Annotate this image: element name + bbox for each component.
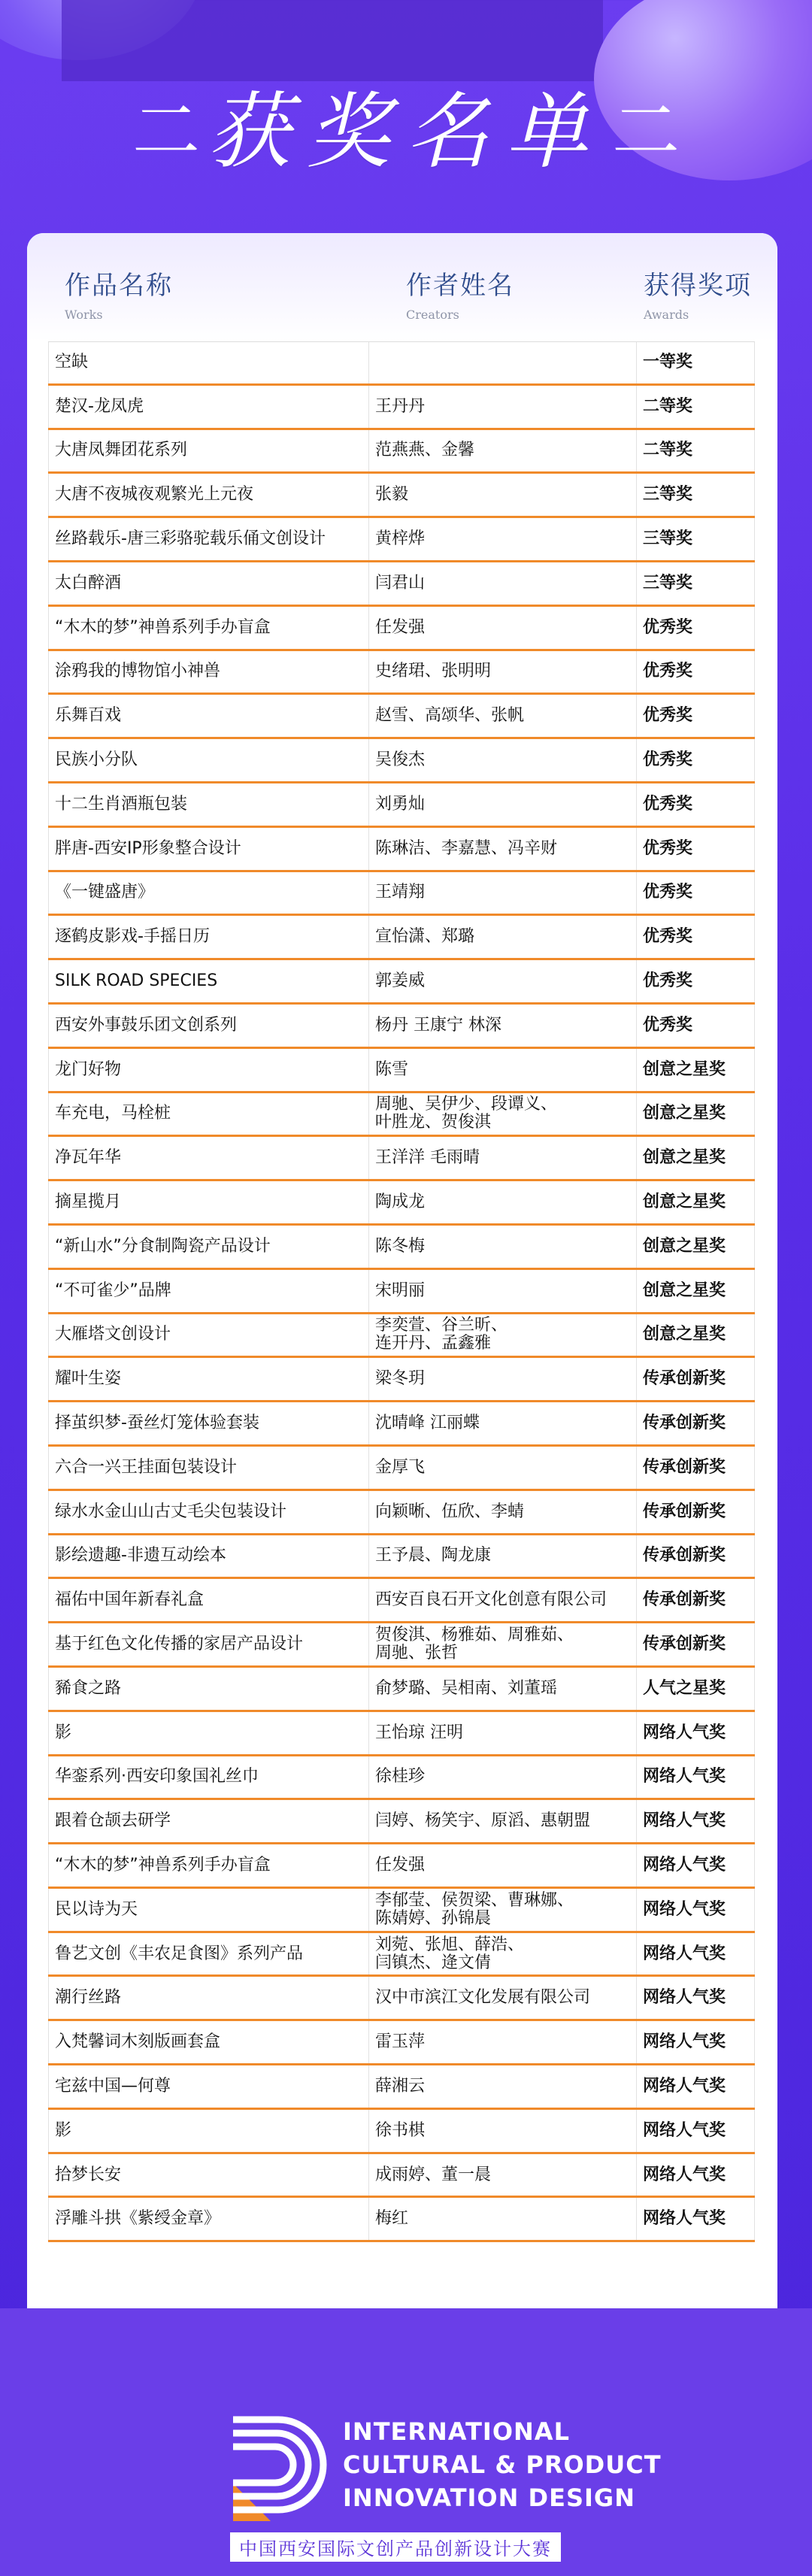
author-cell: 闫君山 [369, 562, 637, 605]
header-works [65, 265, 173, 322]
table-header [27, 233, 777, 341]
award-cell: 网络人气奖 [637, 1933, 755, 1975]
awards-card [27, 233, 777, 2308]
work-cell: 龙门好物 [48, 1049, 369, 1091]
author-cell: 陶成龙 [369, 1181, 637, 1223]
table-row [48, 1668, 755, 1712]
work-cell: 楚汉-龙凤虎 [48, 386, 369, 428]
work-cell: 基于红色文化传播的家居产品设计 [48, 1623, 369, 1665]
author-cell: 陈琳洁、李嘉慧、冯辛财 [369, 828, 637, 870]
author-cell: 张毅 [369, 474, 637, 516]
work-cell: 净瓦年华 [48, 1137, 369, 1179]
table-row [48, 828, 755, 872]
work-cell: 太白醉酒 [48, 562, 369, 605]
author-cell: 周驰、吴伊少、段谭义、 叶胜龙、贺俊淇 [369, 1093, 637, 1135]
award-cell: 优秀奖 [637, 828, 755, 870]
footer-en-line1: INTERNATIONAL [343, 2417, 570, 2446]
author-cell: 宋明丽 [369, 1270, 637, 1312]
work-cell: 影绘遗趣-非遗互动绘本 [48, 1535, 369, 1577]
work-cell: “新山水”分食制陶瓷产品设计 [48, 1226, 369, 1268]
work-cell: 宅兹中国—何尊 [48, 2065, 369, 2108]
author-cell: 王怡琼 汪明 [369, 1712, 637, 1754]
award-cell: 创意之星奖 [637, 1270, 755, 1312]
author-cell [369, 342, 637, 383]
award-cell: 网络人气奖 [637, 1889, 755, 1931]
award-cell: 人气之星奖 [637, 1668, 755, 1710]
table-row [48, 960, 755, 1005]
author-cell: 王丹丹 [369, 386, 637, 428]
work-cell: 影 [48, 1712, 369, 1754]
table-row [48, 1005, 755, 1049]
award-cell: 优秀奖 [637, 651, 755, 693]
award-cell: 传承创新奖 [637, 1535, 755, 1577]
table-row [48, 2154, 755, 2199]
table-row [48, 1226, 755, 1270]
award-cell: 传承创新奖 [637, 1579, 755, 1621]
work-cell: 六合一兴王挂面包装设计 [48, 1447, 369, 1489]
table-row [48, 651, 755, 696]
author-cell: 宣怡潇、郑璐 [369, 916, 637, 958]
award-cell: 创意之星奖 [637, 1137, 755, 1179]
table-row [48, 1623, 755, 1668]
table-row [48, 1712, 755, 1756]
award-cell: 传承创新奖 [637, 1358, 755, 1400]
table-row [48, 562, 755, 607]
award-cell: 优秀奖 [637, 783, 755, 826]
award-cell: 优秀奖 [637, 1005, 755, 1047]
table-row [48, 2021, 755, 2065]
author-cell: 俞梦璐、吴相南、刘董瑶 [369, 1668, 637, 1710]
header-works-zh: 作品名称 [65, 271, 173, 301]
table-row [48, 1756, 755, 1801]
table-row [48, 695, 755, 739]
author-cell: 西安百良石开文化创意有限公司 [369, 1579, 637, 1621]
award-cell: 传承创新奖 [637, 1491, 755, 1533]
award-cell: 创意之星奖 [637, 1181, 755, 1223]
table-row [48, 2110, 755, 2154]
page-title [0, 72, 812, 180]
award-cell: 创意之星奖 [637, 1314, 755, 1356]
author-cell: 贺俊淇、杨雅茹、周雅茹、 周驰、张哲 [369, 1623, 637, 1665]
work-cell: 鲁艺文创《丰农足食图》系列产品 [48, 1933, 369, 1975]
award-cell: 优秀奖 [637, 695, 755, 737]
author-cell: 陈冬梅 [369, 1226, 637, 1268]
title-dash-left: 二 [132, 92, 200, 171]
competition-logo-icon [226, 2412, 331, 2525]
work-cell: 浮雕斗拱《紫绶金章》 [48, 2198, 369, 2240]
table-row [48, 1137, 755, 1181]
author-cell: 梅红 [369, 2198, 637, 2240]
author-cell: 雷玉萍 [369, 2021, 637, 2063]
award-cell: 网络人气奖 [637, 2154, 755, 2196]
table-row [48, 518, 755, 562]
work-cell: 丝路载乐-唐三彩骆驼载乐俑文创设计 [48, 518, 369, 560]
award-cell: 优秀奖 [637, 739, 755, 781]
award-cell: 一等奖 [637, 342, 755, 383]
work-cell: 逐鹤皮影戏-手摇日历 [48, 916, 369, 958]
work-cell: 十二生肖酒瓶包装 [48, 783, 369, 826]
award-cell: 三等奖 [637, 474, 755, 516]
work-cell: 绿水水金山山古丈毛尖包装设计 [48, 1491, 369, 1533]
work-cell: 大雁塔文创设计 [48, 1314, 369, 1356]
table-row [48, 1491, 755, 1535]
table-row [48, 1402, 755, 1447]
table-row [48, 341, 755, 386]
author-cell: 徐桂珍 [369, 1756, 637, 1799]
author-cell: 成雨婷、董一晨 [369, 2154, 637, 2196]
header-awards-zh: 获得奖项 [644, 271, 752, 301]
table-row [48, 1093, 755, 1138]
work-cell: 西安外事鼓乐团文创系列 [48, 1005, 369, 1047]
table-row [48, 739, 755, 783]
table-row [48, 1844, 755, 1889]
table-row [48, 430, 755, 474]
table-row [48, 783, 755, 828]
table-row [48, 1270, 755, 1314]
award-cell: 优秀奖 [637, 872, 755, 914]
table-row [48, 386, 755, 430]
author-cell: 杨丹 王康宁 林深 [369, 1005, 637, 1047]
title-text: 获奖名单 [208, 83, 604, 180]
award-cell: 创意之星奖 [637, 1049, 755, 1091]
author-cell: 任发强 [369, 1844, 637, 1887]
work-cell: 大唐不夜城夜观繁光上元夜 [48, 474, 369, 516]
header-creators [406, 265, 514, 322]
award-cell: 网络人气奖 [637, 2065, 755, 2108]
work-cell: 乐舞百戏 [48, 695, 369, 737]
award-cell: 优秀奖 [637, 960, 755, 1002]
author-cell: 王予晨、陶龙康 [369, 1535, 637, 1577]
work-cell: 民族小分队 [48, 739, 369, 781]
table-row [48, 872, 755, 917]
table-row [48, 1889, 755, 1933]
work-cell: “木木的梦”神兽系列手办盲盒 [48, 1844, 369, 1887]
work-cell: “不可雀少”品牌 [48, 1270, 369, 1312]
work-cell: “木木的梦”神兽系列手办盲盒 [48, 607, 369, 649]
header-awards-en: Awards [644, 308, 689, 322]
award-cell: 二等奖 [637, 386, 755, 428]
work-cell: 择茧织梦-蚕丝灯笼体验套装 [48, 1402, 369, 1444]
footer-en-line3: INNOVATION DESIGN [343, 2484, 635, 2512]
work-cell: 潮行丝路 [48, 1977, 369, 2019]
award-cell: 网络人气奖 [637, 1844, 755, 1887]
header-awards [644, 265, 752, 322]
author-cell: 金厚飞 [369, 1447, 637, 1489]
table-row [48, 1977, 755, 2021]
award-cell: 网络人气奖 [637, 1712, 755, 1754]
author-cell: 沈晴峰 江丽蝶 [369, 1402, 637, 1444]
work-cell: 车充电，马栓桩 [48, 1093, 369, 1135]
work-cell: 《一键盛唐》 [48, 872, 369, 914]
work-cell: 耀叶生姿 [48, 1358, 369, 1400]
table-row [48, 1800, 755, 1844]
author-cell: 李奕萱、谷兰昕、 连开丹、孟鑫雅 [369, 1314, 637, 1356]
work-cell: 涂鸦我的博物馆小神兽 [48, 651, 369, 693]
award-cell: 网络人气奖 [637, 2110, 755, 2152]
award-cell: 网络人气奖 [637, 1977, 755, 2019]
author-cell: 徐书棋 [369, 2110, 637, 2152]
author-cell: 吴俊杰 [369, 739, 637, 781]
author-cell: 任发强 [369, 607, 637, 649]
table-row [48, 607, 755, 651]
award-cell: 创意之星奖 [637, 1226, 755, 1268]
author-cell: 郭姜威 [369, 960, 637, 1002]
table-row [48, 1358, 755, 1402]
author-cell: 李郁莹、侯贺梁、曹琳娜、 陈婧婷、孙锦晨 [369, 1889, 637, 1931]
work-cell: 福佑中国年新春礼盒 [48, 1579, 369, 1621]
table-row [48, 1181, 755, 1226]
work-cell: 摘星揽月 [48, 1181, 369, 1223]
table-row [48, 916, 755, 960]
title-dash-right: 二 [612, 92, 680, 171]
table-row [48, 1447, 755, 1491]
award-cell: 优秀奖 [637, 607, 755, 649]
header-creators-en: Creators [406, 308, 459, 322]
award-cell: 网络人气奖 [637, 2198, 755, 2240]
award-cell: 优秀奖 [637, 916, 755, 958]
table-row [48, 1535, 755, 1580]
work-cell: SILK ROAD SPECIES [48, 960, 369, 1002]
author-cell: 刘菀、张旭、薛浩、 闫镇杰、逄文倩 [369, 1933, 637, 1975]
author-cell: 向颖晰、伍欣、李蜻 [369, 1491, 637, 1533]
header-works-en: Works [65, 308, 103, 322]
award-cell: 网络人气奖 [637, 1800, 755, 1842]
awards-table [48, 341, 755, 2242]
table-row [48, 1933, 755, 1977]
work-cell: 空缺 [48, 342, 369, 383]
table-row [48, 1049, 755, 1093]
table-row [48, 1579, 755, 1623]
award-cell: 网络人气奖 [637, 1756, 755, 1799]
award-cell: 传承创新奖 [637, 1447, 755, 1489]
award-cell: 传承创新奖 [637, 1402, 755, 1444]
author-cell: 范燕燕、金馨 [369, 430, 637, 472]
work-cell: 影 [48, 2110, 369, 2152]
table-row [48, 2065, 755, 2110]
footer [0, 2308, 812, 2576]
author-cell: 闫婷、杨笑宇、原滔、惠朝盟 [369, 1800, 637, 1842]
author-cell: 陈雪 [369, 1049, 637, 1091]
author-cell: 汉中市滨江文化发展有限公司 [369, 1977, 637, 2019]
award-cell: 二等奖 [637, 430, 755, 472]
author-cell: 薛湘云 [369, 2065, 637, 2108]
author-cell: 赵雪、高颂华、张帆 [369, 695, 637, 737]
table-row [48, 1314, 755, 1359]
footer-chinese-title: 中国西安国际文创产品创新设计大赛 [230, 2532, 561, 2562]
work-cell: 民以诗为天 [48, 1889, 369, 1931]
author-cell: 黄梓烨 [369, 518, 637, 560]
table-row [48, 2198, 755, 2242]
table-row [48, 474, 755, 518]
work-cell: 拾梦长安 [48, 2154, 369, 2196]
author-cell: 梁冬玥 [369, 1358, 637, 1400]
author-cell: 刘勇灿 [369, 783, 637, 826]
work-cell: 大唐凤舞团花系列 [48, 430, 369, 472]
header-creators-zh: 作者姓名 [406, 271, 514, 301]
footer-english-title [343, 2415, 662, 2514]
footer-en-line2: CULTURAL & PRODUCT [343, 2450, 662, 2479]
award-cell: 网络人气奖 [637, 2021, 755, 2063]
award-cell: 创意之星奖 [637, 1093, 755, 1135]
work-cell: 跟着仓颉去研学 [48, 1800, 369, 1842]
work-cell: 豨食之路 [48, 1668, 369, 1710]
work-cell: 入梵馨词木刻版画套盒 [48, 2021, 369, 2063]
award-cell: 三等奖 [637, 562, 755, 605]
author-cell: 史绪珺、张明明 [369, 651, 637, 693]
work-cell: 胖唐-西安IP形象整合设计 [48, 828, 369, 870]
author-cell: 王洋洋 毛雨晴 [369, 1137, 637, 1179]
award-cell: 三等奖 [637, 518, 755, 560]
author-cell: 王靖翔 [369, 872, 637, 914]
work-cell: 华銮系列·西安印象国礼丝巾 [48, 1756, 369, 1799]
award-cell: 传承创新奖 [637, 1623, 755, 1665]
